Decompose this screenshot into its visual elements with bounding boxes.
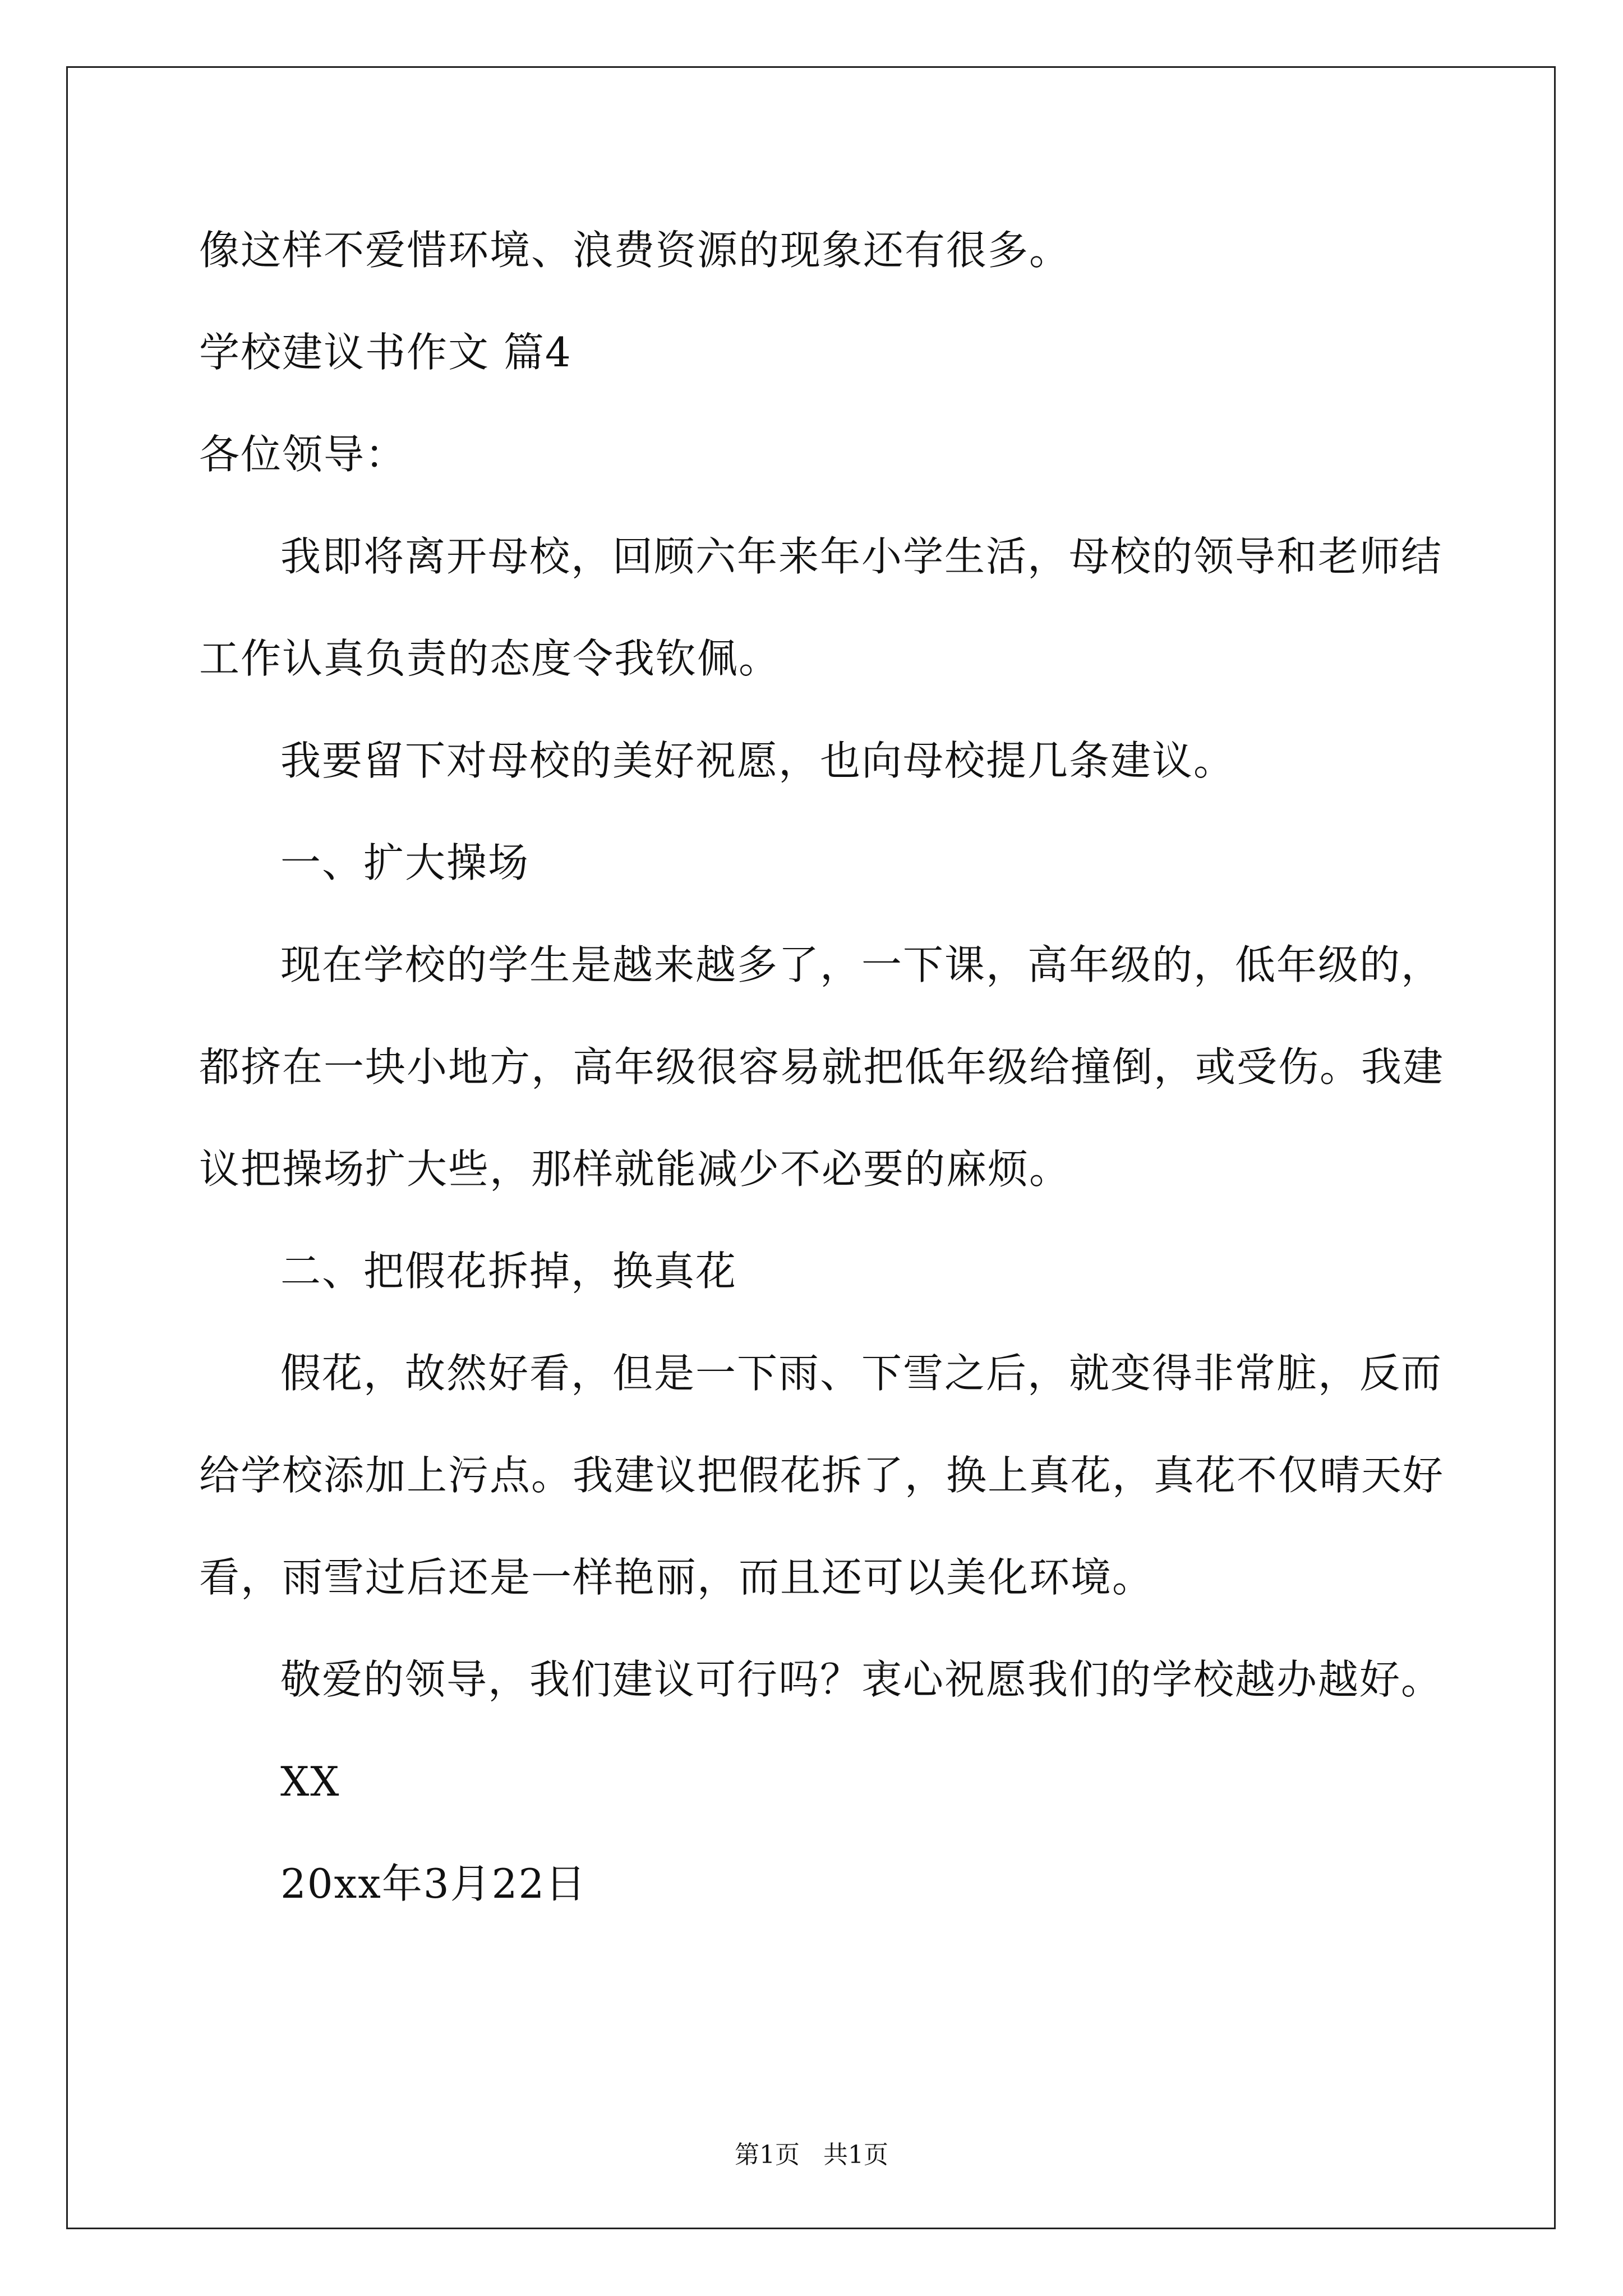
- body-line-1: 像这样不爱惜环境、浪费资源的现象还有很多。: [199, 227, 1071, 274]
- signature: XX: [280, 1758, 340, 1805]
- body-line-14: 看，雨雪过后还是一样艳丽，而且还可以美化环境。: [199, 1554, 1154, 1601]
- heading-two: 二、把假花拆掉，换真花: [280, 1248, 737, 1295]
- body-line-5: 工作认真负责的态度令我钦佩。: [199, 635, 781, 682]
- heading-one: 一、扩大操场: [280, 839, 530, 886]
- section-title: 学校建议书作文 篇4: [199, 329, 572, 376]
- closing-line: 敬爱的领导，我们建议可行吗？衷心祝愿我们的学校越办越好。: [280, 1656, 1443, 1703]
- body-line-4: 我即将离开母校，回顾六年来年小学生活，母校的领导和老师结: [280, 533, 1443, 580]
- salutation: 各位领导：: [199, 431, 407, 478]
- body-line-6: 我要留下对母校的美好祝愿，也向母校提几条建议。: [280, 737, 1235, 784]
- body-line-9: 都挤在一块小地方，高年级很容易就把低年级给撞倒，或受伤。我建: [199, 1043, 1445, 1091]
- body-line-12: 假花，故然好看，但是一下雨、下雪之后，就变得非常脏，反而: [280, 1350, 1443, 1397]
- page-footer: 第1页 共1页: [735, 2141, 888, 2169]
- body-line-13: 给学校添加上污点。我建议把假花拆了，换上真花，真花不仅晴天好: [199, 1452, 1445, 1499]
- body-line-10: 议把操场扩大些，那样就能减少不必要的麻烦。: [199, 1145, 1071, 1193]
- date: 20xx年3月22日: [280, 1860, 587, 1907]
- body-line-8: 现在学校的学生是越来越多了，一下课，高年级的，低年级的，: [280, 941, 1443, 988]
